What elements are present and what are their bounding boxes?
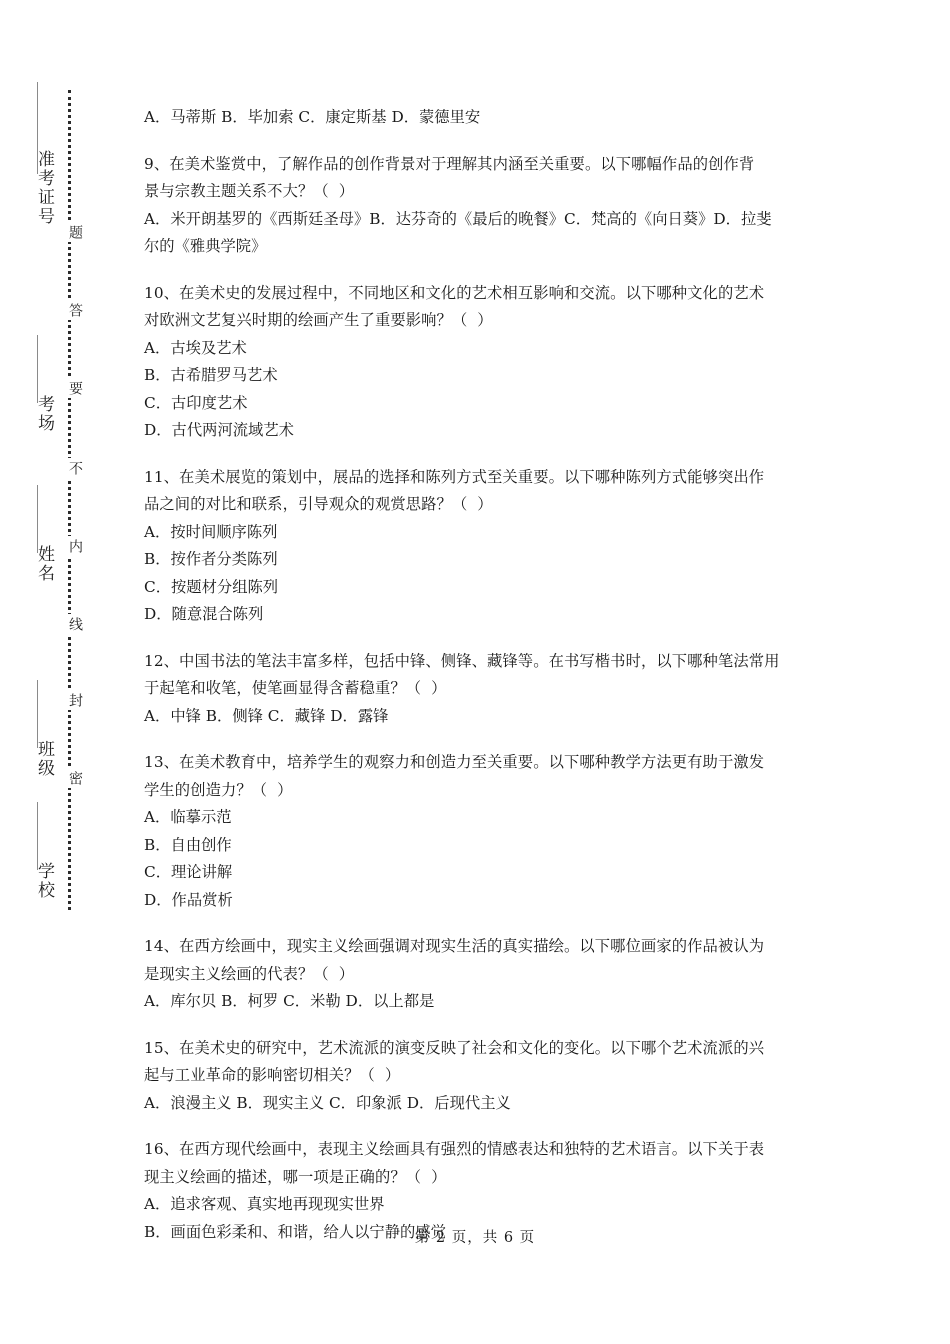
question-option[interactable]: A．中锋 B．侧锋 C．藏锋 D．露锋 <box>144 706 389 725</box>
question-option[interactable]: A．米开朗基罗的《西斯廷圣母》B．达芬奇的《最后的晚餐》C．梵高的《向日葵》D．拉斐 <box>144 209 772 228</box>
margin-field-label: 准考证号 <box>34 150 54 226</box>
question-option[interactable]: A．库尔贝 B．柯罗 C．米勒 D．以上都是 <box>144 992 435 1010</box>
page-number-label: 第 2 页，共 6 页 <box>414 1230 536 1246</box>
question-option[interactable]: A．临摹示范 <box>144 808 232 826</box>
question-stem-line: 15、在美术史的研究中，艺术流派的演变反映了社会和文化的变化。以下哪个艺术流派的兴 <box>144 1038 765 1057</box>
question-block <box>144 280 834 445</box>
seal-char: 题 <box>56 222 82 242</box>
question-option[interactable]: D．古代两河流域艺术 <box>144 421 294 439</box>
question-option[interactable]: B．画面色彩柔和、和谐，给人以宁静的感觉 <box>144 1222 446 1241</box>
question-stem-line: 9、在美术鉴赏中，了解作品的创作背景对于理解其内涵至关重要。以下哪幅作品的创作背 <box>144 154 755 173</box>
question-block <box>144 1035 834 1118</box>
page-footer <box>0 1226 950 1247</box>
margin-field-label: 学校 <box>34 862 54 900</box>
question-stem-line: 13、在美术教育中，培养学生的观察力和创造力至关重要。以下哪种教学方法更有助于激发 <box>144 753 765 771</box>
question-block <box>144 464 834 629</box>
margin-field-rule <box>37 335 38 403</box>
question-block <box>144 648 834 731</box>
margin-field-label: 考场 <box>34 395 54 433</box>
question-stem-line: 16、在西方现代绘画中，表现主义绘画具有强烈的情感表达和独特的艺术语言。以下关于表 <box>144 1140 765 1158</box>
exam-seal-margin <box>0 0 120 1344</box>
question-option[interactable]: D．作品赏析 <box>144 890 233 909</box>
seal-char: 答 <box>56 300 82 320</box>
question-option[interactable]: A．按时间顺序陈列 <box>144 522 278 541</box>
question-block <box>144 749 834 914</box>
seal-char: 线 <box>56 614 82 634</box>
question-stem-line: 起与工业革命的影响密切相关？（ ） <box>144 1066 401 1084</box>
question-option[interactable]: B．按作者分类陈列 <box>144 550 278 568</box>
question-option[interactable]: A．古埃及艺术 <box>144 338 247 357</box>
margin-field-rule <box>37 802 38 870</box>
question-option[interactable]: 尔的《雅典学院》 <box>144 237 267 255</box>
question-stem-line: 对欧洲文艺复兴时期的绘画产生了重要影响？（ ） <box>144 311 493 329</box>
seal-char: 内 <box>56 536 82 556</box>
question-stem-line: 景与宗教主题关系不大？（ ） <box>144 182 355 200</box>
question-block <box>144 151 834 261</box>
question-stem-line: 学生的创造力？（ ） <box>144 780 293 799</box>
question-stem-line: 是现实主义绘画的代表？（ ） <box>144 964 355 983</box>
question-block <box>144 933 834 1016</box>
margin-field-label: 班级 <box>34 740 54 778</box>
exam-paper-content <box>144 104 834 1265</box>
question-option[interactable]: C．按题材分组陈列 <box>144 577 279 596</box>
question-option[interactable]: C．理论讲解 <box>144 863 233 881</box>
margin-field-rule <box>37 680 38 748</box>
question-stem-line: 品之间的对比和联系，引导观众的观赏思路？（ ） <box>144 495 493 513</box>
seal-char: 不 <box>56 458 82 478</box>
question-option[interactable]: B．古希腊罗马艺术 <box>144 366 278 384</box>
question-option[interactable]: A．追求客观、真实地再现现实世界 <box>144 1195 385 1213</box>
question-stem-line: 10、在美术史的发展过程中，不同地区和文化的艺术相互影响和交流。以下哪种文化的艺术 <box>144 283 765 302</box>
margin-field-label: 姓名 <box>34 545 54 583</box>
question-option[interactable]: C．古印度艺术 <box>144 393 248 412</box>
question-block <box>144 104 834 132</box>
seal-char: 要 <box>56 378 82 398</box>
seal-char: 封 <box>56 690 82 710</box>
question-stem-line: 12、中国书法的笔法丰富多样，包括中锋、侧锋、藏锋等。在书写楷书时，以下哪种笔法常用 <box>144 651 780 670</box>
question-stem-line: 11、在美术展览的策划中，展品的选择和陈列方式至关重要。以下哪种陈列方式能够突出作 <box>144 467 765 486</box>
question-stem-line: 现主义绘画的描述，哪一项是正确的？（ ） <box>144 1167 447 1186</box>
question-stem-line: 于起笔和收笔，使笔画显得含蓄稳重？（ ） <box>144 679 447 697</box>
question-option[interactable]: D．随意混合陈列 <box>144 605 264 623</box>
margin-field-rule <box>37 485 38 553</box>
question-stem-line: 14、在西方绘画中，现实主义绘画强调对现实生活的真实描绘。以下哪位画家的作品被认为 <box>144 937 765 955</box>
question-option[interactable]: A．马蒂斯 B．毕加索 C．康定斯基 D．蒙德里安 <box>144 108 481 126</box>
question-option[interactable]: A．浪漫主义 B．现实主义 C．印象派 D．后现代主义 <box>144 1093 511 1112</box>
seal-char: 密 <box>56 768 82 788</box>
question-option[interactable]: B．自由创作 <box>144 835 232 854</box>
